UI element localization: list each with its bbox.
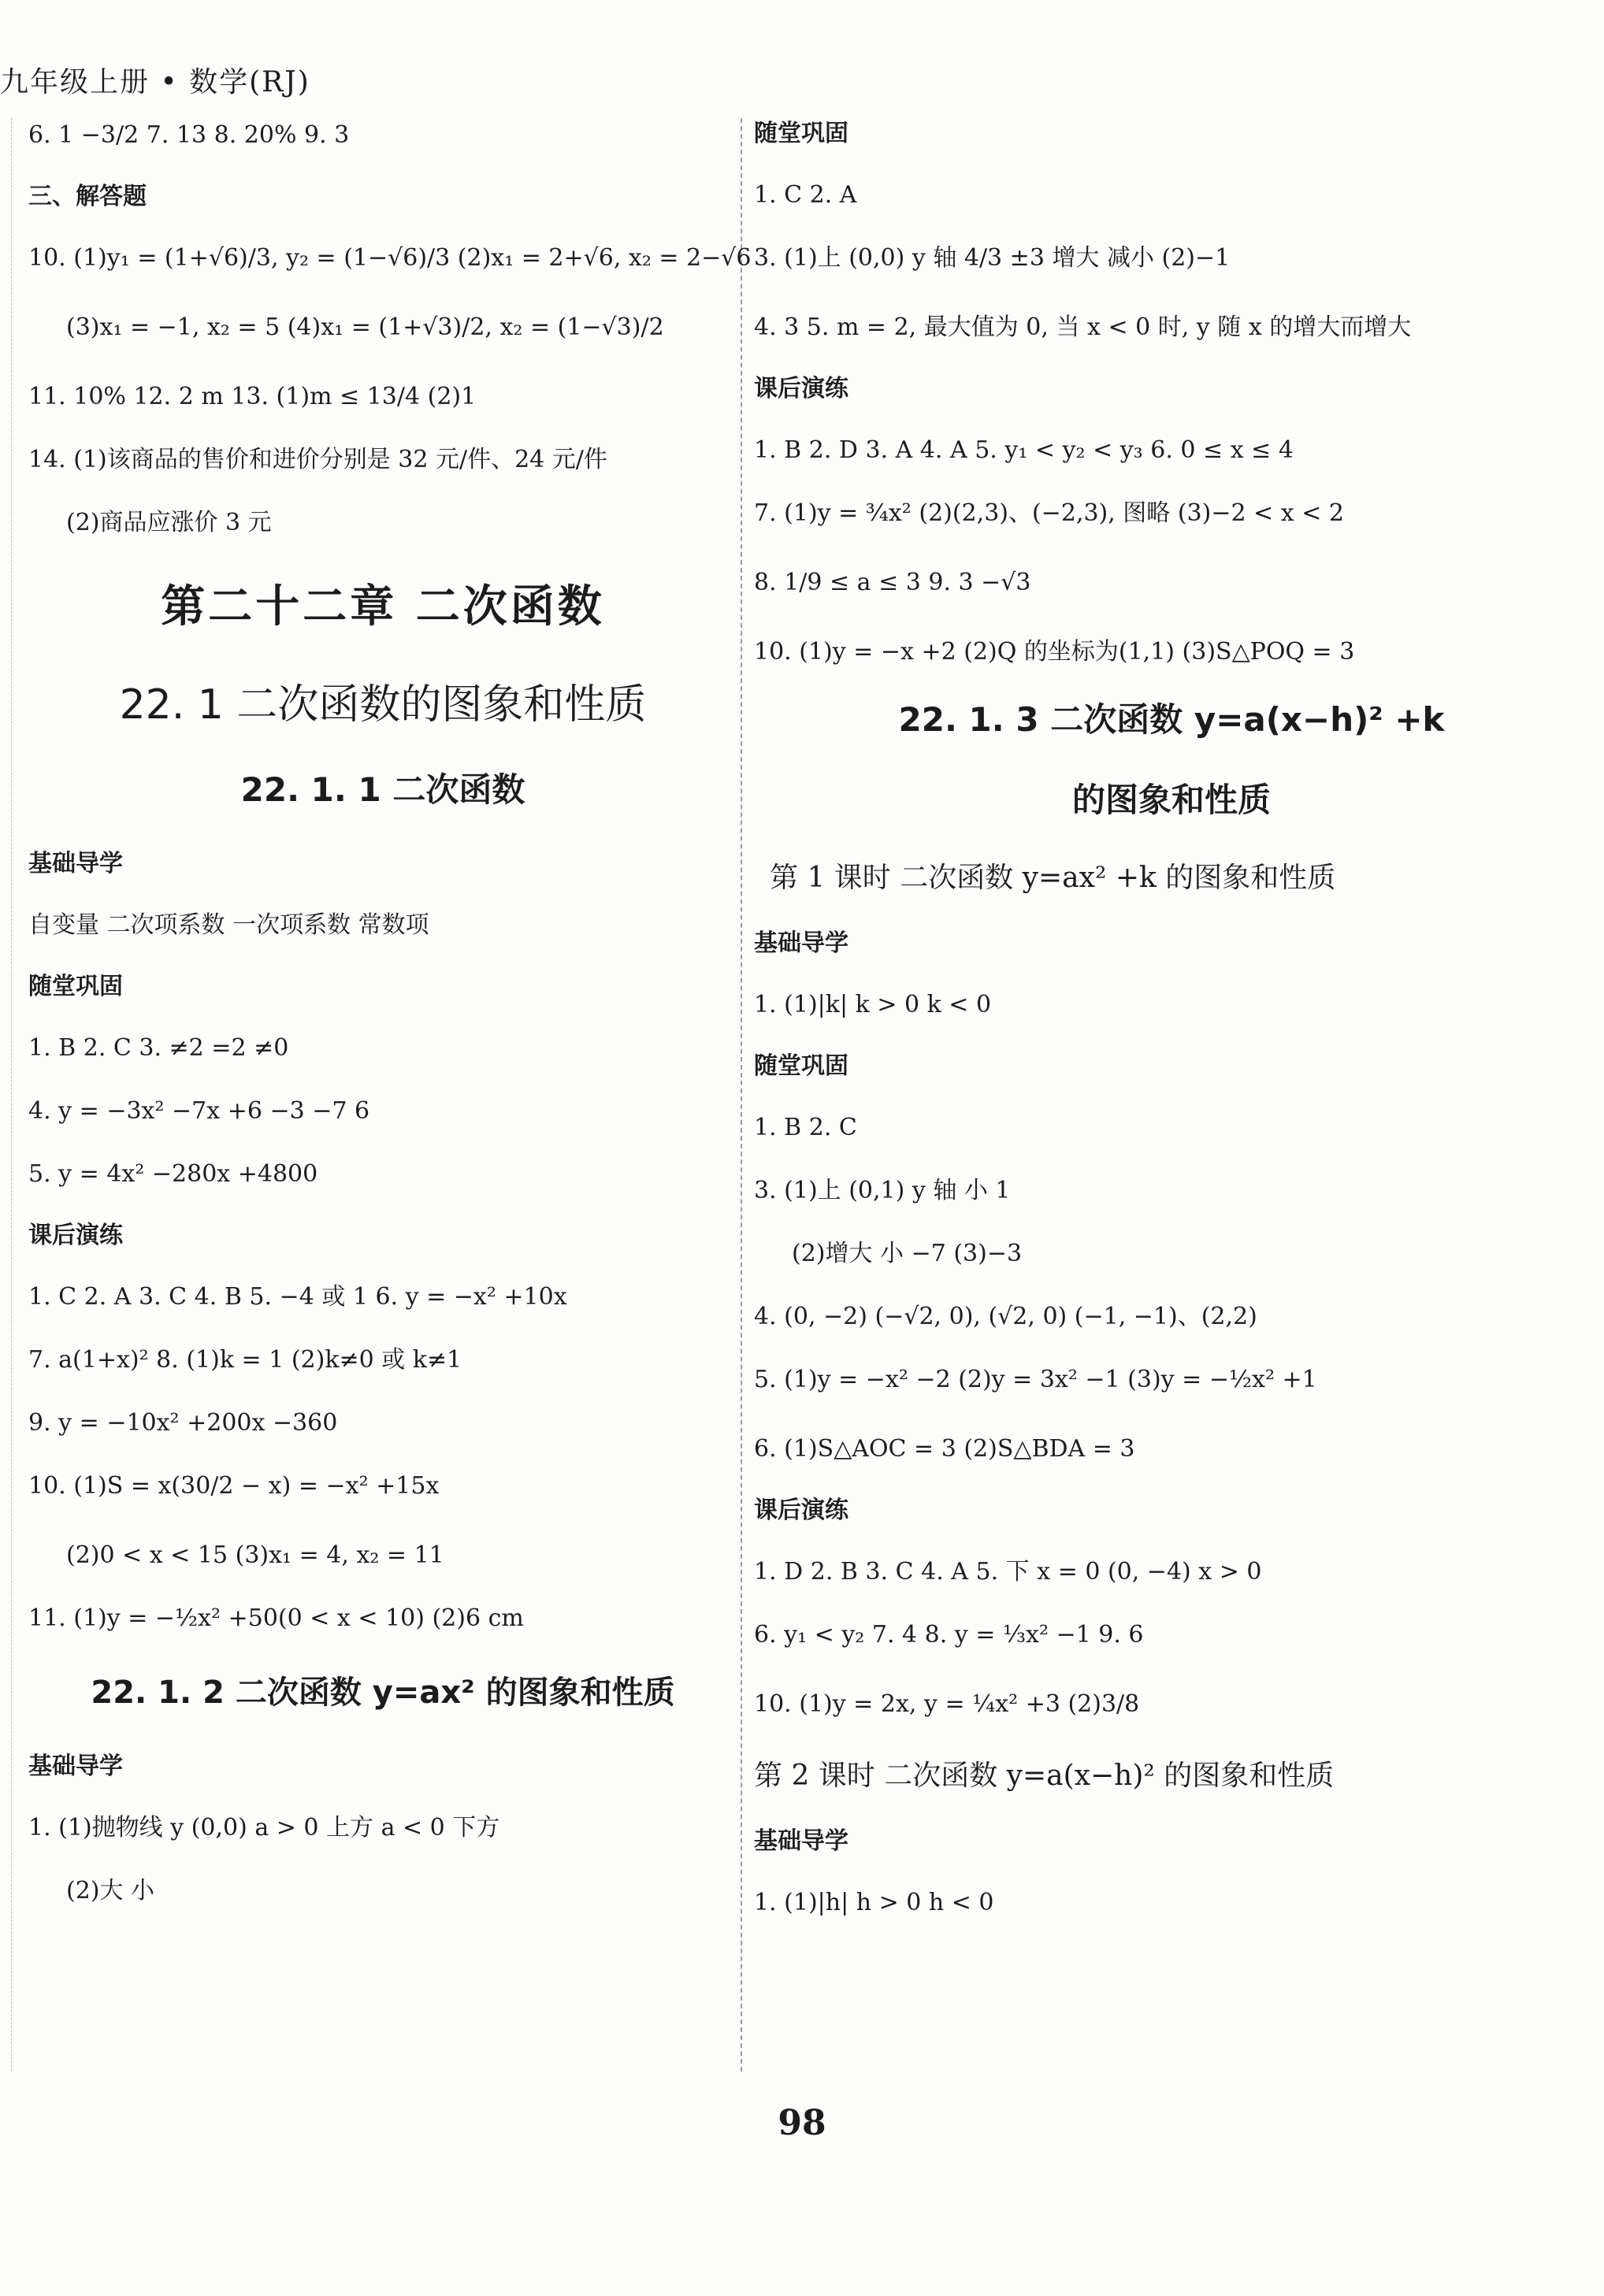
answer-line: 6. (1)S△AOC = 3 (2)S△BDA = 3 [754,1435,1135,1463]
answer-line: 5. y = 4x² −280x +4800 [28,1160,318,1188]
subsection-title: 22. 1. 1 二次函数 [240,770,525,809]
answer-line: 10. (1)y₁ = (1+√6)/3, y₂ = (1−√6)/3 (2)x₁ = 2+√6, x₂ = 2−√6 [28,244,752,272]
running-header: 九年级上册 • 数学(RJ) [0,66,310,98]
left-column [28,118,752,1937]
answer-line: 1. (1)|h| h > 0 h < 0 [754,1889,994,1916]
subsection-title: 22. 1. 2 二次函数 y=ax² 的图象和性质 [91,1675,675,1711]
section-heading: 课后演练 [754,1497,848,1524]
answer-line: 7. a(1+x)² 8. (1)k = 1 (2)k≠0 或 k≠1 [28,1346,462,1374]
right-column [754,118,1589,1949]
answer-line: 4. (0, −2) (−√2, 0), (√2, 0) (−1, −1)、(2,2) [754,1303,1257,1330]
answer-line: (3)x₁ = −1, x₂ = 5 (4)x₁ = (1+√3)/2, x₂ = (1−√3)/2 [66,313,664,341]
section-heading: 随堂巩固 [754,120,848,147]
section-heading: 基础导学 [754,929,848,957]
section-heading: 基础导学 [28,1753,123,1780]
answer-line: 3. (1)上 (0,0) y 轴 4/3 ±3 增大 减小 (2)−1 [754,244,1231,272]
answer-line: (2)0 < x < 15 (3)x₁ = 4, x₂ = 11 [66,1541,444,1569]
lesson-title: 第 1 课时 二次函数 y=ax² +k 的图象和性质 [770,862,1336,894]
lesson-title: 第 2 课时 二次函数 y=a(x−h)² 的图象和性质 [754,1760,1335,1792]
answer-line: 4. y = −3x² −7x +6 −3 −7 6 [28,1097,370,1125]
answer-line: 10. (1)S = x(30/2 − x) = −x² +15x [28,1472,440,1500]
section-heading: 基础导学 [28,850,123,877]
answer-line: 9. y = −10x² +200x −360 [28,1409,338,1437]
answer-line: (2)大 小 [66,1877,155,1905]
answer-line: 1. B 2. C [754,1114,857,1141]
section-heading: 随堂巩固 [28,973,123,1000]
answer-line: 1. D 2. B 3. C 4. A 5. 下 x = 0 (0, −4) x > 0 [754,1558,1262,1586]
section-heading: 基础导学 [754,1827,848,1855]
page-number: 98 [778,2103,826,2143]
answer-line: 8. 1/9 ≤ a ≤ 3 9. 3 −√3 [754,569,1031,596]
answer-line: 1. (1)|k| k > 0 k < 0 [754,991,992,1018]
answer-line: 14. (1)该商品的售价和进价分别是 32 元/件、24 元/件 [28,446,607,473]
answer-line: 1. C 2. A 3. C 4. B 5. −4 或 1 6. y = −x² +10x [28,1283,567,1311]
answer-line: 11. 10% 12. 2 m 13. (1)m ≤ 13/4 (2)1 [28,383,477,410]
section-heading: 随堂巩固 [754,1052,848,1080]
answer-line: (2)增大 小 −7 (3)−3 [792,1240,1023,1267]
column-divider [741,118,742,2072]
answer-line: 自变量 二次项系数 一次项系数 常数项 [28,911,429,939]
answer-line: 7. (1)y = ¾x² (2)(2,3)、(−2,3), 图略 (3)−2 < x < 2 [754,499,1344,527]
section-heading: 三、解答题 [28,183,147,210]
answer-line: 5. (1)y = −x² −2 (2)y = 3x² −1 (3)y = −½x² +1 [754,1366,1317,1393]
answer-line: 1. B 2. C 3. ≠2 =2 ≠0 [28,1034,289,1062]
answer-line: 6. y₁ < y₂ 7. 4 8. y = ⅓x² −1 9. 6 [754,1621,1144,1649]
answer-line: 6. 1 −3/2 7. 13 8. 20% 9. 3 [28,121,350,149]
answer-line: 1. C 2. A [754,181,857,209]
section-heading: 课后演练 [28,1222,123,1249]
answer-line: (2)商品应涨价 3 元 [66,509,272,536]
subsection-title: 22. 1. 3 二次函数 y=a(x−h)² +k [898,700,1445,739]
subsection-title-cont: 的图象和性质 [1071,781,1271,819]
answer-line: 11. (1)y = −½x² +50(0 < x < 10) (2)6 cm [28,1604,524,1632]
answer-line: 10. (1)y = 2x, y = ¼x² +3 (2)3/8 [754,1690,1140,1718]
answer-line: 3. (1)上 (0,1) y 轴 小 1 [754,1177,1011,1204]
section-heading: 课后演练 [754,375,848,402]
answer-line: 4. 3 5. m = 2, 最大值为 0, 当 x < 0 时, y 随 x 的增大而增大 [754,313,1412,341]
chapter-title: 第二十二章 二次函数 [161,581,605,632]
answer-line: 1. (1)抛物线 y (0,0) a > 0 上方 a < 0 下方 [28,1814,500,1842]
left-margin-rule [11,118,12,2072]
answer-line: 1. B 2. D 3. A 4. A 5. y₁ < y₂ < y₃ 6. 0 ≤ x ≤ 4 [754,436,1294,464]
answer-line: 10. (1)y = −x +2 (2)Q 的坐标为(1,1) (3)S△POQ = 3 [754,638,1355,666]
section-title: 22. 1 二次函数的图象和性质 [119,681,647,729]
